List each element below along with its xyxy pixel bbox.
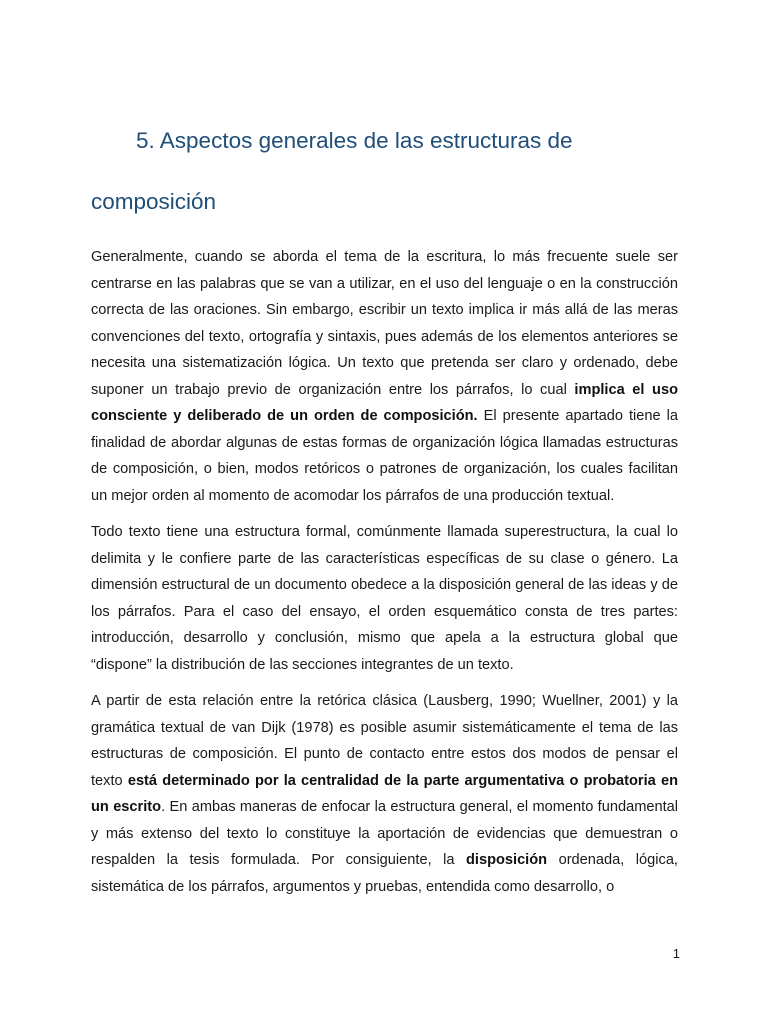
text-run: Todo texto tiene una estructura formal, comúnmente llamada superestructura, la cual lo delimita y le confiere parte de las características específicas de su clase o género. La dimensión estructural de un documento obedece a la disposición general de las ideas y de los párrafos. Para el caso del ensayo, el orden esquemático consta de tres partes: introducción, desarrollo y conclusión, mismo que apela a la estructura global que “dispone” la distribución de las secciones integrantes de un texto. bbox=[91, 524, 678, 673]
text-run: A partir de esta relación entre la retórica clásica (Lausberg, 1990; Wuellner, 2001) y la gramática textual de van Dijk (1978) es posible asumir sistemáticamente el tema de las estructuras de composición. El punto de contacto entre estos dos modos de pensar el texto bbox=[91, 693, 678, 789]
body-text bbox=[91, 244, 678, 910]
page-number: 1 bbox=[672, 946, 680, 961]
text-run: . En ambas maneras de enfocar la estructura general, el momento fundamental y más extenso del texto lo constituye la aportación de evidencias que demuestran o respalden la tesis formulada. Por consiguiente, la bbox=[91, 799, 678, 868]
text-run: ordenada, lógica, sistemática de los párrafos, argumentos y pruebas, entendida como desarrollo, o bbox=[91, 852, 678, 895]
paragraph bbox=[91, 244, 678, 509]
text-run: Generalmente, cuando se aborda el tema de la escritura, lo más frecuente suele ser centrarse en las palabras que se van a utilizar, en el uso del lenguaje o en la construcción correcta de las oraciones. Sin embargo, escribir un texto implica ir más allá de las meras convenciones del texto, ortografía y sintaxis, pues además de los elementos anteriores se necesita una sistematización lógica. Un texto que pretenda ser claro y ordenado, debe suponer un trabajo previo de organización entre los párrafos, lo cual bbox=[91, 249, 678, 398]
section-title: Aspectos generales de las estructuras de composición bbox=[91, 128, 573, 214]
emphasized-text: disposición bbox=[465, 852, 548, 868]
emphasized-text: implica el uso consciente y deliberado de un orden de composición. bbox=[91, 381, 678, 424]
section-heading bbox=[91, 110, 681, 232]
emphasized-text: está determinado por la centralidad de la parte argumentativa o probatoria en un escrito bbox=[91, 772, 678, 815]
text-run: El presente apartado tiene la finalidad de abordar algunas de estas formas de organización lógica llamadas estructuras de composición, o bien, modos retóricos o patrones de organización, los cuales facilitan un mejor orden al momento de acomodar los párrafos de una producción textual. bbox=[91, 408, 678, 504]
paragraph bbox=[91, 688, 678, 900]
paragraph bbox=[91, 519, 678, 678]
section-number: 5. bbox=[136, 128, 155, 153]
